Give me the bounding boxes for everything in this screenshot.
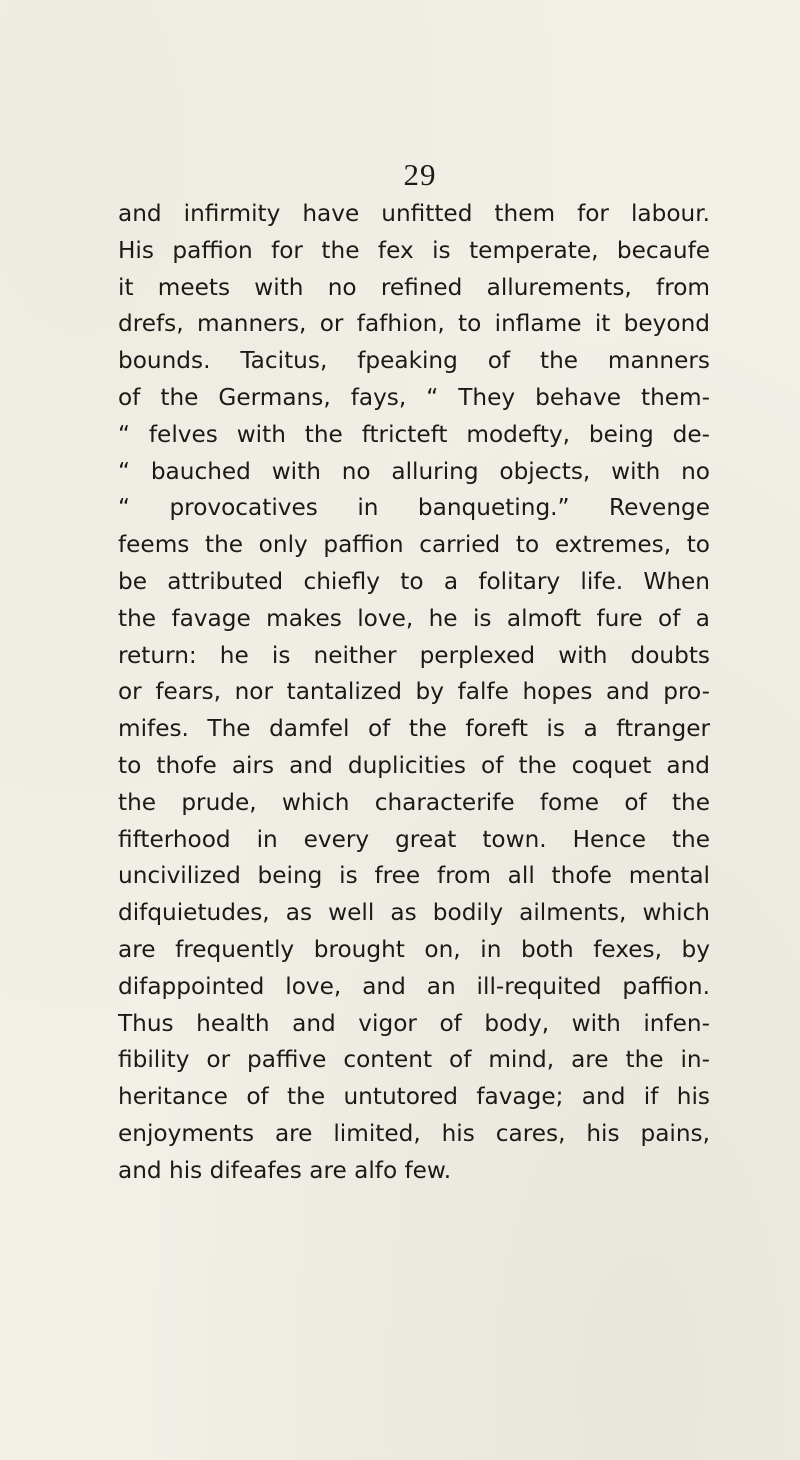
text-line: “ provocatives in banqueting.” Revenge: [118, 494, 710, 522]
text-line: the prude, which characterife fome of the: [118, 788, 710, 816]
text-line: bounds. Tacitus, fpeaking of the manners: [118, 347, 710, 375]
text-line: difappointed love, and an ill-requited paffion.: [118, 972, 710, 1000]
text-line: “ felves with the ftricteft modefty, being de-: [118, 420, 710, 448]
text-line: of the Germans, fays, “ They behave them-: [118, 383, 710, 411]
body-text: [118, 196, 710, 1190]
text-line: fibility or paffive content of mind, are the in-: [118, 1046, 710, 1074]
text-line: Thus health and vigor of body, with infen-: [118, 1009, 710, 1037]
text-line: are frequently brought on, in both fexes, by: [118, 935, 710, 963]
text-line: be attributed chiefly to a folitary life. When: [118, 567, 710, 595]
text-line: and infirmity have unfitted them for labour.: [118, 200, 710, 227]
text-line: fifterhood in every great town. Hence the: [118, 825, 710, 853]
text-line: heritance of the untutored favage; and if his: [118, 1083, 710, 1111]
text-line: uncivilized being is free from all thofe mental: [118, 862, 710, 890]
text-line: or fears, nor tantalized by falfe hopes and pro-: [118, 678, 710, 706]
text-line: and his difeafes are alfo few.: [118, 1156, 452, 1184]
text-line: it meets with no refined allurements, from: [118, 273, 710, 301]
text-line: to thofe airs and duplicities of the coquet and: [118, 751, 710, 779]
text-line: enjoyments are limited, his cares, his pains,: [118, 1119, 710, 1147]
text-line: feems the only paffion carried to extremes, to: [118, 531, 710, 559]
text-line: mifes. The damfel of the foreft is a ftranger: [118, 715, 710, 743]
text-line: difquietudes, as well as bodily ailments, which: [118, 899, 710, 927]
text-line: the favage makes love, he is almoft fure of a: [118, 604, 710, 632]
page-number: 29: [403, 157, 437, 192]
text-line: return: he is neither perplexed with doubts: [118, 641, 710, 669]
text-line: His paffion for the fex is temperate, becaufe: [118, 236, 710, 264]
text-line: “ bauched with no alluring objects, with no: [118, 457, 710, 485]
text-line: drefs, manners, or fafhion, to inflame it beyond: [118, 310, 710, 338]
